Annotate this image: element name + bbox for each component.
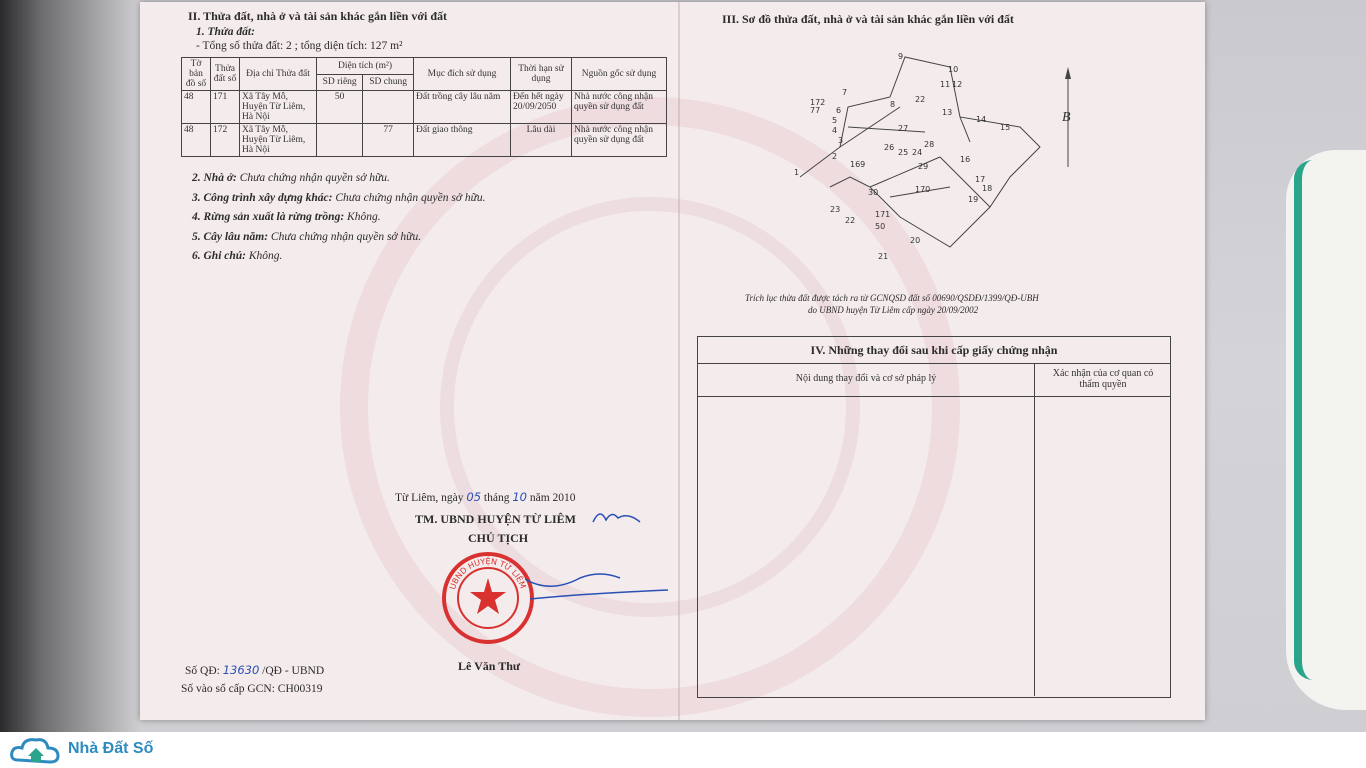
svg-text:UBND HUYỆN TỪ LIÊM: UBND HUYỆN TỪ LIÊM [448,557,528,591]
brand-name: Nhà Đất Số [68,740,154,757]
svg-text:19: 19 [968,195,979,204]
signing-date: Từ Liêm, ngày 05 tháng 10 năm 2010 [395,490,576,504]
svg-text:20: 20 [910,236,921,245]
col-term: Thời hạn sử dụng [511,58,572,91]
changes-columns [698,364,1170,397]
signature-scribble [520,564,670,614]
cell: 50 [317,91,363,124]
point-labels [794,52,1010,261]
col-private: SD riêng [317,74,363,91]
svg-text:22: 22 [915,95,926,104]
changes-table [697,336,1171,698]
svg-text:2: 2 [832,152,838,161]
cell: Nhà nước công nhận quyền sử dụng đất [572,91,667,124]
svg-text:4: 4 [832,126,838,135]
svg-text:8: 8 [890,100,896,109]
cell: Đất giao thông [414,124,511,157]
svg-text:25: 25 [898,148,909,157]
col-parcel-no: Thửa đất số [211,58,240,91]
item-house: 2. Nhà ở: Chưa chứng nhận quyền sở hữu. [192,172,390,184]
svg-text:24: 24 [912,148,923,157]
section2-heading: II. Thửa đất, nhà ở và tài sản khác gắn liền với đất [188,9,448,23]
cell: Đất trồng cây lâu năm [414,91,511,124]
item-notes: 6. Ghi chú: Không. [192,250,283,262]
section3-heading: III. Sơ đồ thửa đất, nhà ở và tài sản khác gắn liền với đất [722,12,1014,26]
svg-text:B: B [1062,110,1071,125]
towel [1286,150,1366,710]
svg-text:11: 11 [940,80,951,89]
table-shadow [0,0,140,732]
cell: Xã Tây Mỗ, Huyện Từ Liêm, Hà Nội [240,124,317,157]
table-row [182,91,667,124]
svg-text:7: 7 [842,88,848,97]
svg-text:77: 77 [810,106,821,115]
svg-text:13: 13 [942,108,953,117]
svg-text:29: 29 [918,162,929,171]
certificate-paper [140,2,1205,720]
svg-text:9: 9 [898,52,904,61]
svg-text:18: 18 [982,184,993,193]
col-map-sheet: Tờ bản đồ số [182,58,211,91]
svg-text:12: 12 [952,80,963,89]
col-area: Diện tích (m²) [317,58,414,75]
svg-text:23: 23 [830,205,841,214]
svg-text:6: 6 [836,106,842,115]
col-origin: Nguồn gốc sử dụng [572,58,667,91]
house-cloud-logo-icon [8,734,64,766]
cell [363,91,414,124]
item-forest: 4. Rừng sản xuất là rừng trồng: Không. [192,211,381,223]
cell: 77 [363,124,414,157]
paper-fold [678,2,680,720]
parcel-table [181,57,667,157]
item-perennial: 5. Cây lâu năm: Chưa chứng nhận quyền sở hữu. [192,231,422,243]
svg-text:21: 21 [878,252,889,261]
cell: 48 [182,124,211,157]
diagram-caption-2: do UBND huyện Từ Liêm cấp ngày 20/09/2002 [808,305,979,315]
svg-text:16: 16 [960,155,971,164]
cell: Nhà nước công nhận quyền sử dụng đất [572,124,667,157]
svg-text:172: 172 [810,98,826,107]
svg-text:28: 28 [924,140,935,149]
cell: Đến hết ngày 20/09/2050 [511,91,572,124]
col-shared: SD chung [363,74,414,91]
watermark-bar [0,732,1366,768]
signer-role: CHỦ TỊCH [468,531,529,545]
land-label: 1. Thửa đất: [196,26,255,38]
svg-text:1: 1 [794,168,800,177]
cell: 48 [182,91,211,124]
svg-text:5: 5 [832,116,838,125]
cell: 171 [211,91,240,124]
diagram-caption-1: Trích lục thửa đất được tách ra từ GCNQSD đất số 00690/QSDĐ/1399/QĐ-UBH [745,293,1039,303]
svg-text:170: 170 [915,185,931,194]
svg-text:15: 15 [1000,123,1011,132]
col-change-content: Nội dung thay đổi và cơ sở pháp lý [795,373,937,384]
svg-text:27: 27 [898,124,909,133]
signer-name: Lê Văn Thư [458,659,521,673]
cell: Lâu dài [511,124,572,157]
svg-text:17: 17 [975,175,986,184]
total-area-line: - Tổng số thửa đất: 2 ; tổng diện tích: 127 m² [196,40,403,52]
issuing-org: TM. UBND HUYỆN TỪ LIÊM [415,512,577,526]
decision-number: Số QĐ: 13630 /QĐ - UBND [185,663,325,677]
svg-text:26: 26 [884,143,895,152]
svg-text:10: 10 [948,65,959,74]
svg-text:14: 14 [976,115,987,124]
svg-text:171: 171 [875,210,891,219]
parcel-diagram [790,47,1150,277]
cell: 172 [211,124,240,157]
col-purpose: Mục đích sử dụng [414,58,511,91]
cell [317,124,363,157]
svg-text:3: 3 [838,136,844,145]
item-other-construction: 3. Công trình xây dựng khác: Chưa chứng nhận quyền sở hữu. [192,192,486,204]
cell: Xã Tây Mỗ, Huyện Từ Liêm, Hà Nội [240,91,317,124]
svg-text:30: 30 [868,188,879,197]
col-address: Địa chỉ Thửa đất [240,58,317,91]
svg-text:22: 22 [845,216,856,225]
col-authority-confirmation: Xác nhận của cơ quan có thẩm quyền [1052,368,1154,390]
handwritten-initial [588,502,643,532]
certificate-book-number: Số vào sổ cấp GCN: CH00319 [181,683,323,695]
svg-text:169: 169 [850,160,866,169]
table-row [182,124,667,157]
north-arrow-icon [1062,67,1071,167]
svg-text:50: 50 [875,222,886,231]
section4-heading: IV. Những thay đổi sau khi cấp giấy chứng nhận [698,337,1170,364]
